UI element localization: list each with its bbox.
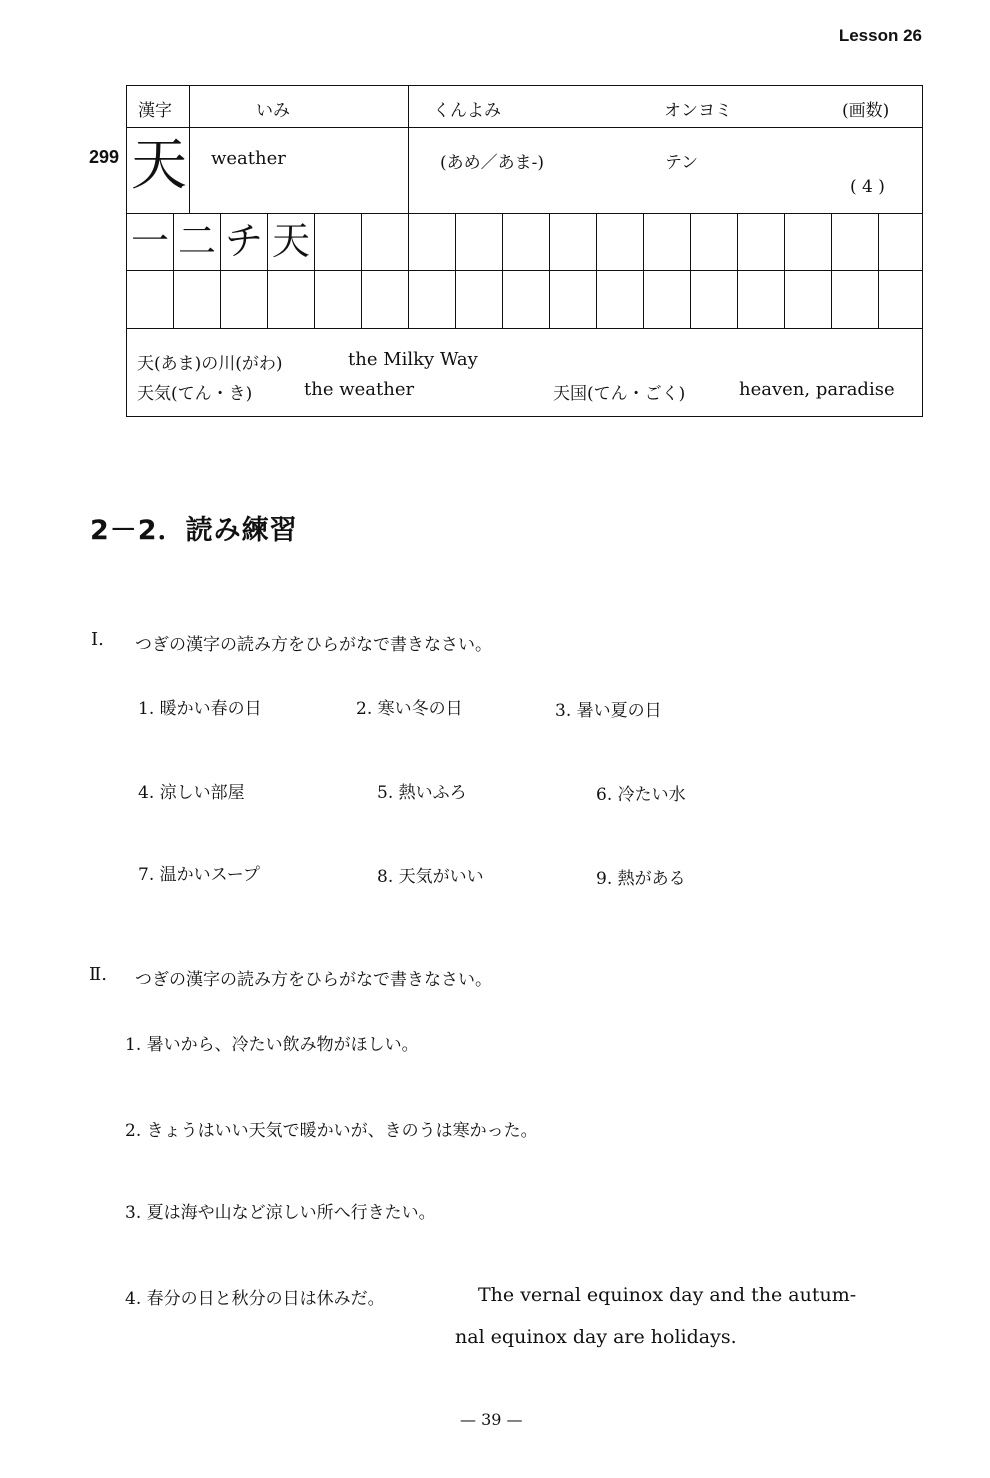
example-en-1: the Milky Way	[348, 349, 478, 370]
example-en-2: the weather	[304, 379, 415, 400]
exercise1-item: 2. 寒い冬の日	[356, 699, 463, 719]
exercise1-item: 9. 熱がある	[596, 869, 686, 889]
stroke-order-1: 一	[131, 219, 170, 263]
exercise1-item: 4. 涼しい部屋	[138, 783, 245, 803]
section-title: 2－2．読み練習	[90, 515, 298, 546]
kanji-meaning: weather	[211, 148, 286, 169]
example-jp-2: 天気(てん・き)	[137, 384, 253, 404]
stroke-order-4: 天	[272, 219, 311, 263]
exercise2-instruction: つぎの漢字の読み方をひらがなで書きなさい。	[135, 970, 492, 990]
exercise1-item: 7. 温かいスープ	[138, 865, 260, 885]
exercise2-item: 3. 夏は海や山など涼しい所へ行きたい。	[125, 1203, 436, 1223]
example-en-3: heaven, paradise	[739, 379, 895, 400]
stroke-order-2: 二	[178, 219, 217, 263]
header-onyomi: オンヨミ	[664, 101, 732, 121]
main-kanji: 天	[131, 133, 187, 198]
page-number: — 39 —	[460, 1410, 523, 1429]
exercise2-label: Ⅱ.	[89, 964, 107, 985]
exercise1-item: 5. 熱いふろ	[377, 783, 467, 803]
exercise2-note-line2: nal equinox day are holidays.	[455, 1326, 737, 1348]
exercise2-item: 4. 春分の日と秋分の日は休みだ。	[125, 1289, 385, 1309]
exercise1-item: 3. 暑い夏の日	[555, 701, 662, 721]
exercise1-item: 1. 暖かい春の日	[138, 699, 262, 719]
exercise2-note-line1: The vernal equinox day and the autum-	[478, 1284, 857, 1306]
stroke-order-3: チ	[225, 219, 264, 263]
lesson-header: Lesson 26	[838, 26, 922, 45]
exercise1-item: 8. 天気がいい	[377, 867, 484, 887]
header-strokes: (画数)	[842, 101, 890, 121]
kanji-number: 299	[89, 147, 120, 167]
example-jp-3: 天国(てん・ごく)	[553, 384, 686, 404]
header-kunyomi: くんよみ	[433, 101, 501, 121]
kanji-kunyomi: (あめ／あま-)	[440, 153, 545, 173]
exercise1-item: 6. 冷たい水	[596, 785, 686, 805]
exercise1-instruction: つぎの漢字の読み方をひらがなで書きなさい。	[135, 635, 492, 655]
example-jp-1: 天(あま)の川(がわ)	[137, 354, 283, 374]
kanji-onyomi: テン	[665, 153, 699, 173]
exercise2-item: 2. きょうはいい天気で暖かいが、きのうは寒かった。	[125, 1121, 538, 1141]
exercise2-item: 1. 暑いから、冷たい飲み物がほしい。	[125, 1035, 419, 1055]
header-meaning: いみ	[256, 101, 290, 121]
kanji-stroke-count: ( 4 )	[850, 177, 885, 197]
exercise1-label: Ⅰ.	[91, 629, 104, 650]
header-kanji: 漢字	[138, 101, 172, 121]
